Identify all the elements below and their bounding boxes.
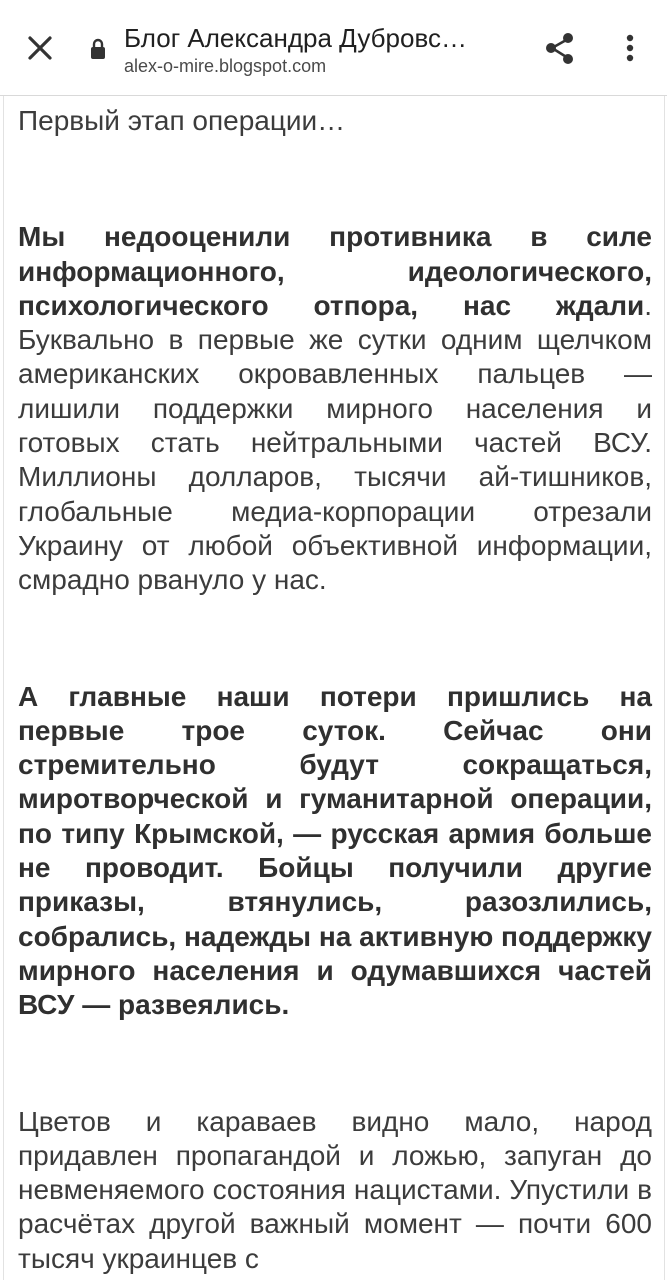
- share-icon: [540, 28, 580, 68]
- paragraph-1-bold: Мы недооценили противника в силе информационного, идеологического, психологического отпора, нас ждали: [18, 221, 652, 321]
- article-paragraph-2: А главные наши потери пришлись на первые трое суток. Сейчас они стремительно будут сокращаться, миротворческой и гуманитарной операции, по типу Крымской, — русская армия больше не проводит. Бойцы получили другие приказы, втянулись, разозлились, собрались, надежды на активную поддержку мирного населения и одумавшихся частей ВСУ — развеялись.: [18, 680, 652, 1021]
- article-intro: Первый этап операции…: [18, 105, 346, 136]
- more-vert-icon: [610, 28, 650, 68]
- close-button[interactable]: [20, 28, 60, 68]
- content-frame-left: [3, 96, 4, 1280]
- share-button[interactable]: [540, 28, 580, 68]
- page-content: [0, 96, 667, 1280]
- paragraph-1-text: . Буквально в первые же сутки одним щелчком американских окровавленных пальцев — лишили поддержки мирного населения и готовых стать нейтральными частей ВСУ. Миллионы долларов, тысячи ай-тишников, глобальные медиа-корпорации отрезали Украину от любой объективной информации, смрадно рвануло у нас.: [18, 289, 652, 596]
- content-frame-right: [664, 96, 665, 1280]
- lock-icon: [90, 38, 106, 60]
- article-body: [18, 96, 652, 1276]
- more-menu-button[interactable]: [610, 28, 650, 68]
- close-icon: [20, 28, 60, 68]
- page-title: Блог Александра Дубровс…: [124, 23, 467, 53]
- article-paragraph-1: [18, 220, 652, 597]
- browser-toolbar: [0, 0, 667, 96]
- page-url: alex-o-mire.blogspot.com: [124, 56, 327, 76]
- page-info[interactable]: [124, 22, 514, 78]
- article-paragraph-3: Цветов и караваев видно мало, народ придавлен пропагандой и ложью, запуган до невменяемого состояния нацистами. Упустили в расчётах другой важный момент — почти 600 тысяч украинцев с: [18, 1105, 652, 1274]
